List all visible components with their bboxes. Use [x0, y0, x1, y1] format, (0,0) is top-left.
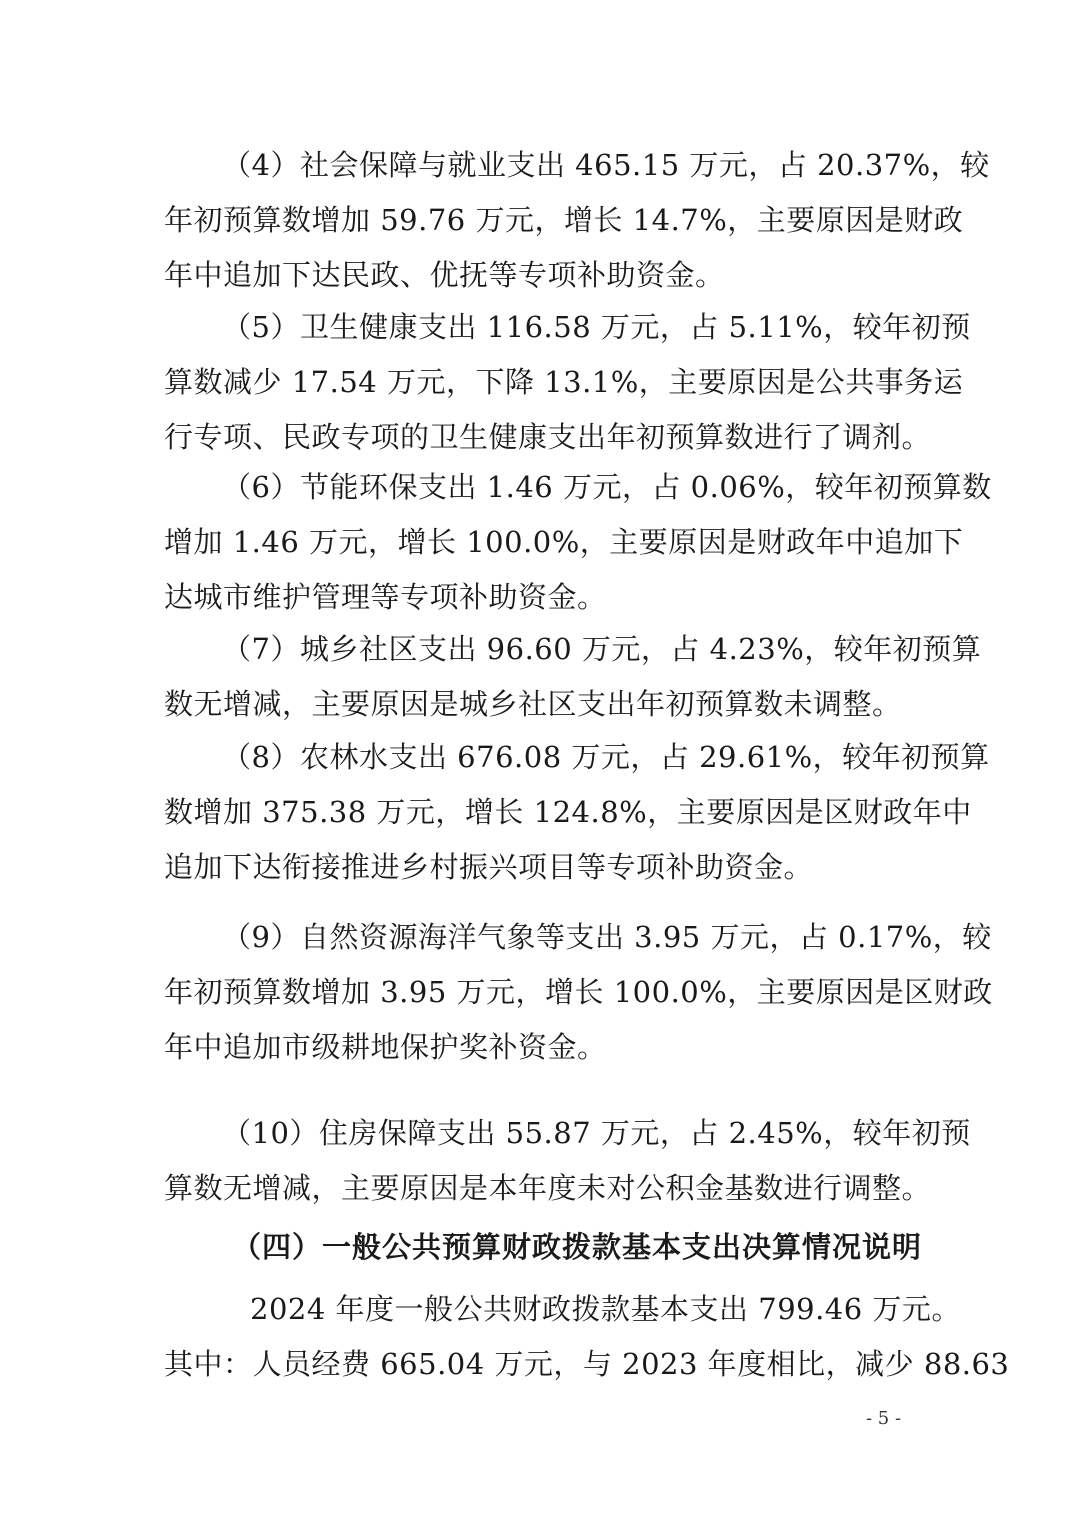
text-line: 算数减少 17.54 万元，下降 13.1%，主要原因是公共事务运 — [164, 365, 964, 399]
text-line: 数增加 375.38 万元，增长 124.8%，主要原因是区财政年中 — [164, 795, 972, 829]
text-line: （9）自然资源海洋气象等支出 3.95 万元，占 0.17%，较 — [222, 920, 992, 954]
text-line: 算数无增减，主要原因是本年度未对公积金基数进行调整。 — [164, 1171, 932, 1205]
text-line: （6）节能环保支出 1.46 万元，占 0.06%，较年初预算数 — [222, 470, 992, 504]
section-heading: （四）一般公共预算财政拨款基本支出决算情况说明 — [232, 1230, 923, 1264]
text-line: 数无增减，主要原因是城乡社区支出年初预算数未调整。 — [164, 687, 902, 721]
text-line: 达城市维护管理等专项补助资金。 — [164, 580, 607, 614]
paragraph-item-9 — [164, 910, 993, 1075]
paragraph-item-4 — [164, 138, 990, 303]
text-line: （5）卫生健康支出 116.58 万元，占 5.11%，较年初预 — [222, 310, 971, 344]
page-number: - 5 - — [866, 1408, 902, 1429]
paragraph-summary — [164, 1282, 1010, 1392]
text-line: 年中追加下达民政、优抚等专项补助资金。 — [164, 258, 725, 292]
paragraph-item-7 — [164, 622, 982, 732]
text-line: 追加下达衔接推进乡村振兴项目等专项补助资金。 — [164, 850, 814, 884]
text-line: 行专项、民政专项的卫生健康支出年初预算数进行了调剂。 — [164, 420, 932, 454]
text-line: 2024 年度一般公共财政拨款基本支出 799.46 万元。 — [250, 1292, 961, 1326]
text-line: 增加 1.46 万元，增长 100.0%，主要原因是财政年中追加下 — [164, 525, 964, 559]
paragraph-item-6 — [164, 460, 992, 625]
text-line: （4）社会保障与就业支出 465.15 万元，占 20.37%，较 — [222, 148, 990, 182]
paragraph-item-5 — [164, 300, 971, 465]
text-line: （8）农林水支出 676.08 万元，占 29.61%，较年初预算 — [222, 740, 990, 774]
text-line: 其中：人员经费 665.04 万元，与 2023 年度相比，减少 88.63 — [164, 1347, 1010, 1381]
text-line: 年初预算数增加 3.95 万元，增长 100.0%，主要原因是区财政 — [164, 975, 993, 1009]
paragraph-item-10 — [164, 1106, 971, 1216]
text-line: （10）住房保障支出 55.87 万元，占 2.45%，较年初预 — [222, 1116, 971, 1150]
text-line: 年中追加市级耕地保护奖补资金。 — [164, 1030, 607, 1064]
paragraph-item-8 — [164, 730, 990, 895]
text-line: 年初预算数增加 59.76 万元，增长 14.7%，主要原因是财政 — [164, 203, 964, 237]
text-line: （7）城乡社区支出 96.60 万元，占 4.23%，较年初预算 — [222, 632, 982, 666]
